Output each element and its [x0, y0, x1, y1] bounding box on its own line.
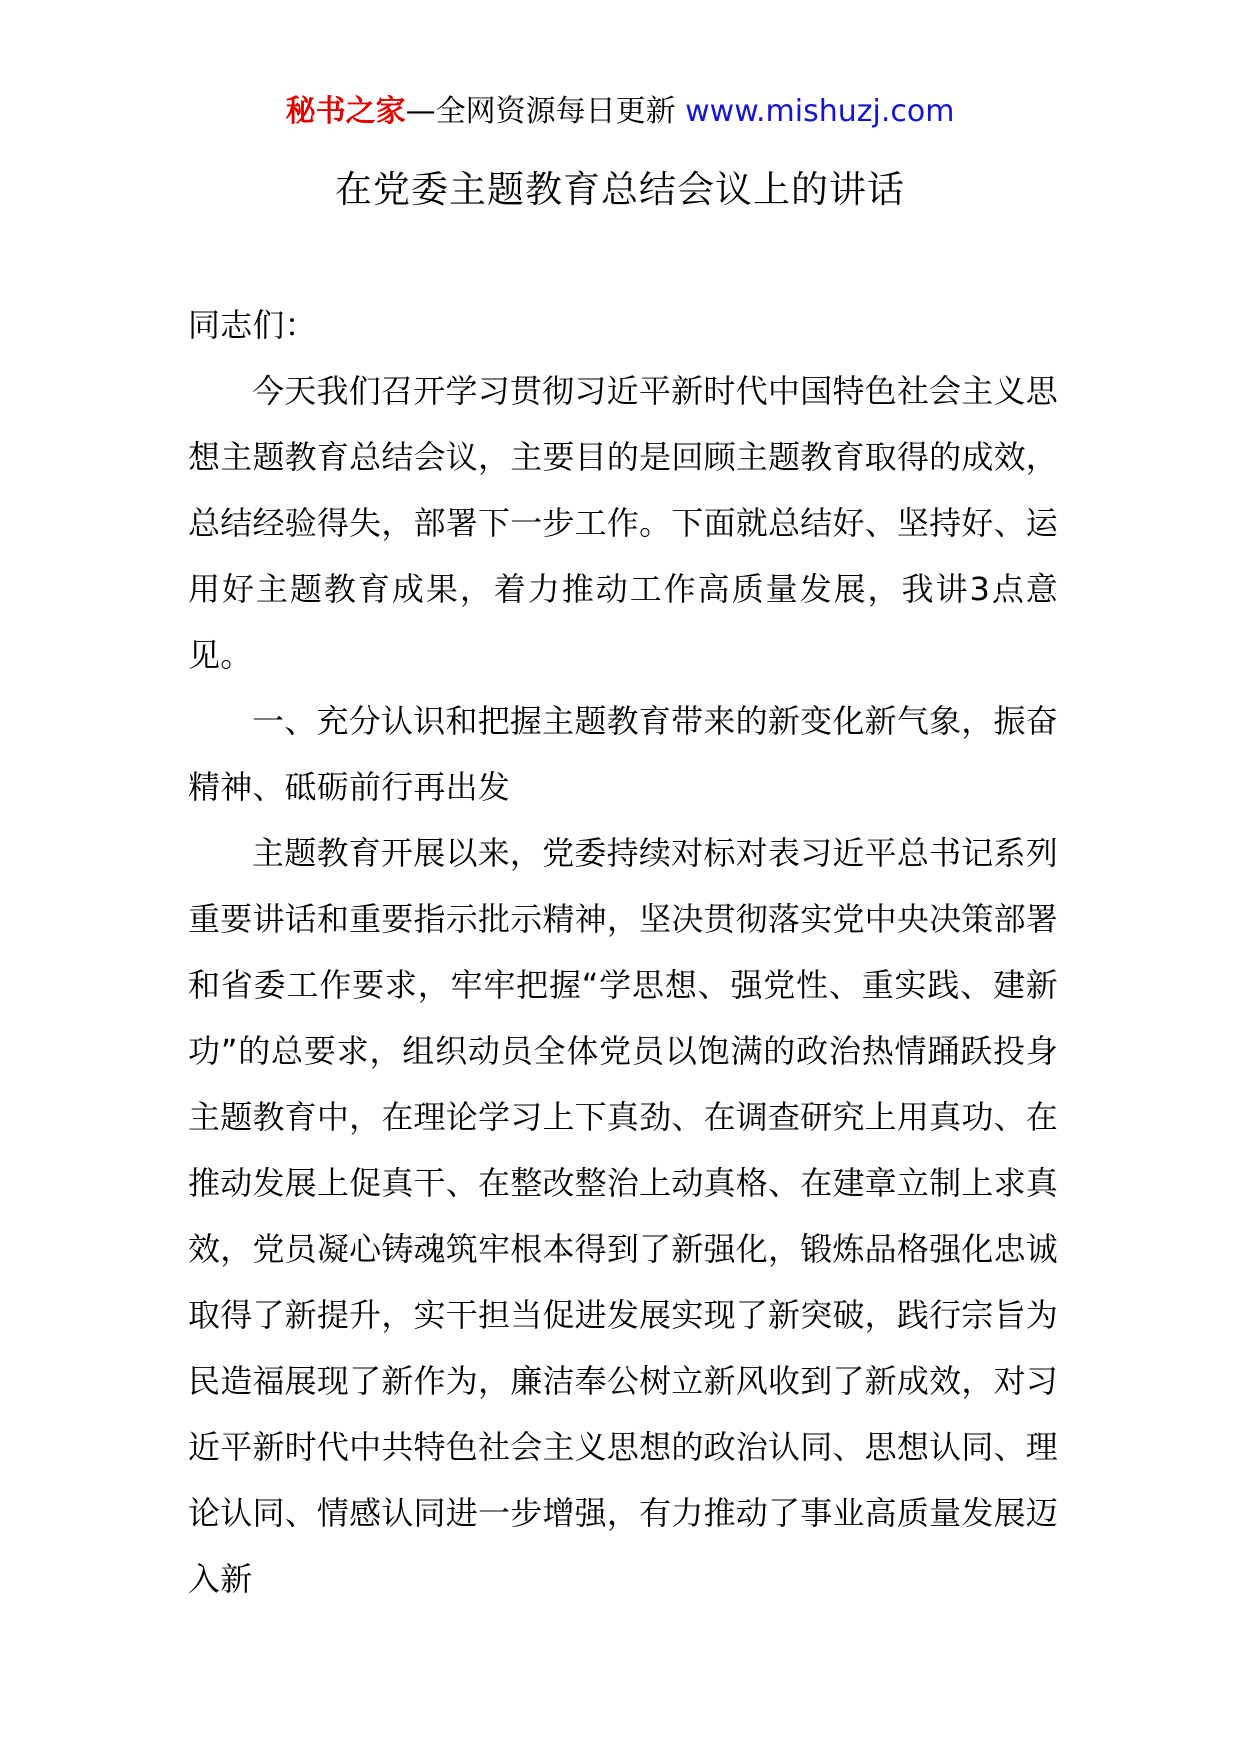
- paragraph-section-1: 主题教育开展以来，党委持续对标对表习近平总书记系列重要讲话和重要指示批示精神，坚决贯彻落实党中央决策部署和省委工作要求，牢牢把握“学思想、强党性、重实践、建新功”的总要求，组织动员全体党员以饱满的政治热情踊跃投身主题教育中，在理论学习上下真劲、在调查研究上用真功、在推动发展上促真干、在整改整治上动真格、在建章立制上求真效，党员凝心铸魂筑牢根本得到了新强化，锻炼品格强化忠诚取得了新提升，实干担当促进发展实现了新突破，践行宗旨为民造福展现了新作为，廉洁奉公树立新风收到了新成效，对习近平新时代中共特色社会主义思想的政治认同、思想认同、理论认同、情感认同进一步增强，有力推动了事业高质量发展迈入新: [188, 834, 1058, 1598]
- document-body: [188, 292, 1058, 1612]
- section-heading-1: 一、充分认识和把握主题教育带来的新变化新气象，振奋精神、砥砺前行再出发: [188, 702, 1058, 806]
- brand-name: 秘书之家: [285, 94, 406, 129]
- site-url-link[interactable]: www.mishuzj.com: [685, 94, 955, 129]
- salutation: 同志们：: [188, 306, 317, 344]
- document-title: 在党委主题教育总结会议上的讲话: [335, 168, 905, 211]
- paragraph-intro: 今天我们召开学习贯彻习近平新时代中国特色社会主义思想主题教育总结会议，主要目的是回顾主题教育取得的成效，总结经验得失，部署下一步工作。下面就总结好、坚持好、运用好主题教育成果，着力推动工作高质量发展，我讲3点意见。: [188, 372, 1058, 674]
- site-header: [0, 92, 1240, 132]
- header-tagline: —全网资源每日更新: [405, 94, 686, 129]
